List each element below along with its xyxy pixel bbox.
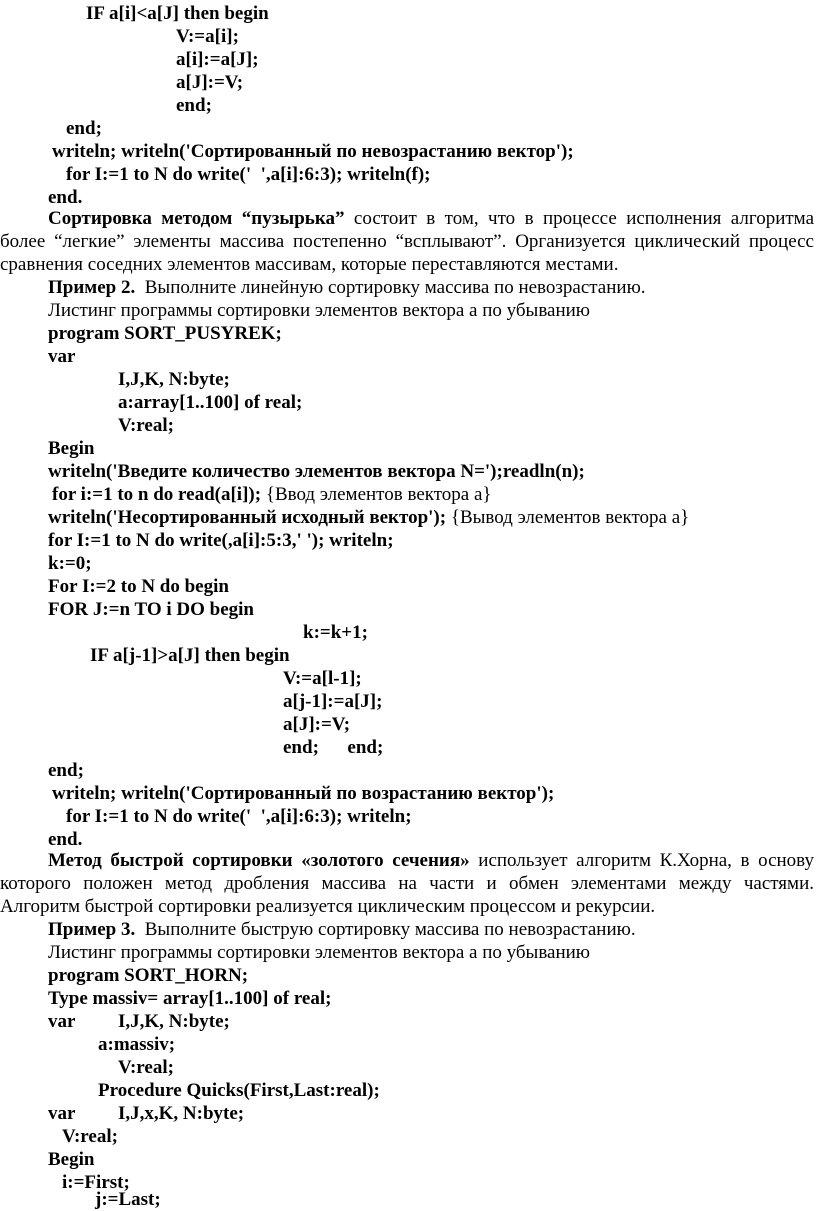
code-line: var	[48, 1011, 76, 1032]
code-line: i:=First;	[62, 1172, 130, 1193]
code-line: Begin	[48, 1149, 95, 1170]
code-line: V:=a[i];	[176, 26, 239, 47]
code-line: for I:=1 to N do write(' ',a[i]:6:3); writeln;	[66, 806, 412, 827]
horn-sort-title: Метод быстрой сортировки «золотого сечения»	[48, 850, 470, 871]
code-line: V:=a[l-1];	[283, 668, 362, 689]
code-statement: writeln('Несортированный исходный вектор');	[48, 507, 447, 528]
code-line: FOR J:=n TO i DO begin	[48, 599, 254, 620]
example-3-listing-title: Листинг программы сортировки элементов вектора а по убыванию	[48, 942, 591, 963]
example-2-listing-title: Листинг программы сортировки элементов вектора а по убыванию	[48, 300, 591, 321]
code-line: end.	[48, 829, 83, 850]
code-line: var	[48, 346, 76, 367]
code-line: end;	[66, 118, 102, 139]
code-line: V:real;	[118, 1057, 174, 1078]
code-line: IF a[i]<a[J] then begin	[86, 3, 269, 24]
code-comment: {Вывод элементов вектора а}	[450, 507, 690, 528]
code-comment: {Ввод элементов вектора а}	[265, 484, 492, 505]
bubble-sort-text: состоит в том, что в процессе исполнения алгоритма более “легкие” элементы массива постепенно “всплывают”. Организуется циклический процесс сравнения соседних элементов массивам, которые переставляются местами.	[0, 208, 815, 275]
example-3-heading	[48, 918, 636, 941]
code-line: for I:=1 to N do write(' ',a[i]:6:3); writeln(f);	[66, 164, 431, 185]
code-line: a[i]:=a[J];	[176, 49, 259, 70]
code-line: for I:=1 to N do write(,a[i]:5:3,' '); writeln;	[48, 530, 394, 551]
example-3-label: Пример 3.	[48, 919, 136, 940]
code-line: a[j-1]:=a[J];	[283, 691, 383, 712]
code-line: end;	[176, 95, 212, 116]
bubble-sort-title: Сортировка методом “пузырька”	[48, 208, 345, 229]
code-line: writeln; writeln('Сортированный по невозрастанию вектор');	[52, 141, 574, 162]
code-line: a[J]:=V;	[283, 714, 351, 735]
code-line: writeln; writeln('Сортированный по возрастанию вектор');	[52, 783, 555, 804]
example-3-text: Выполните быструю сортировку массива по невозрастанию.	[135, 919, 636, 940]
example-2-heading	[48, 276, 646, 299]
code-line: j:=Last;	[95, 1189, 161, 1210]
code-line-with-comment	[48, 506, 689, 529]
horn-sort-text: использует алгоритм К.Хорна, в основу которого положен метод дробления массива на части и обмен элементами между частями. Алгоритм быстрой сортировки реализуется циклическим процессом и рекурсии.	[0, 850, 814, 917]
code-line: end.	[48, 187, 83, 208]
code-line: var	[48, 1103, 76, 1124]
code-line: V:real;	[62, 1126, 118, 1147]
code-line: Type massiv= array[1..100] of real;	[48, 988, 332, 1009]
code-line: writeln('Введите количество элементов вектора N=');readln(n);	[48, 461, 585, 482]
bubble-sort-paragraph	[0, 207, 814, 276]
horn-sort-paragraph	[0, 849, 814, 918]
code-line: For I:=2 to N do begin	[48, 576, 229, 597]
code-line: k:=0;	[48, 553, 92, 574]
code-line: end; end;	[283, 737, 384, 758]
example-2-label: Пример 2.	[48, 277, 136, 298]
code-line: IF a[j-1]>a[J] then begin	[90, 645, 290, 666]
code-line: V:real;	[118, 415, 174, 436]
code-statement: for i:=1 to n do read(a[i]);	[52, 484, 262, 505]
code-line: I,J,x,K, N:byte;	[118, 1103, 245, 1124]
code-line: I,J,K, N:byte;	[118, 1011, 230, 1032]
code-line: a:massiv;	[98, 1034, 176, 1055]
code-line: a:array[1..100] of real;	[118, 392, 303, 413]
code-line: I,J,K, N:byte;	[118, 369, 230, 390]
code-line: program SORT_HORN;	[48, 965, 249, 986]
code-line: end;	[48, 760, 84, 781]
code-line: Procedure Quicks(First,Last:real);	[98, 1080, 380, 1101]
code-line: k:=k+1;	[303, 622, 368, 643]
code-line: a[J]:=V;	[176, 72, 244, 93]
code-line-with-comment	[52, 483, 492, 506]
code-line: Begin	[48, 438, 95, 459]
code-line: program SORT_PUSYREK;	[48, 323, 282, 344]
example-2-text: Выполните линейную сортировку массива по невозрастанию.	[135, 277, 646, 298]
